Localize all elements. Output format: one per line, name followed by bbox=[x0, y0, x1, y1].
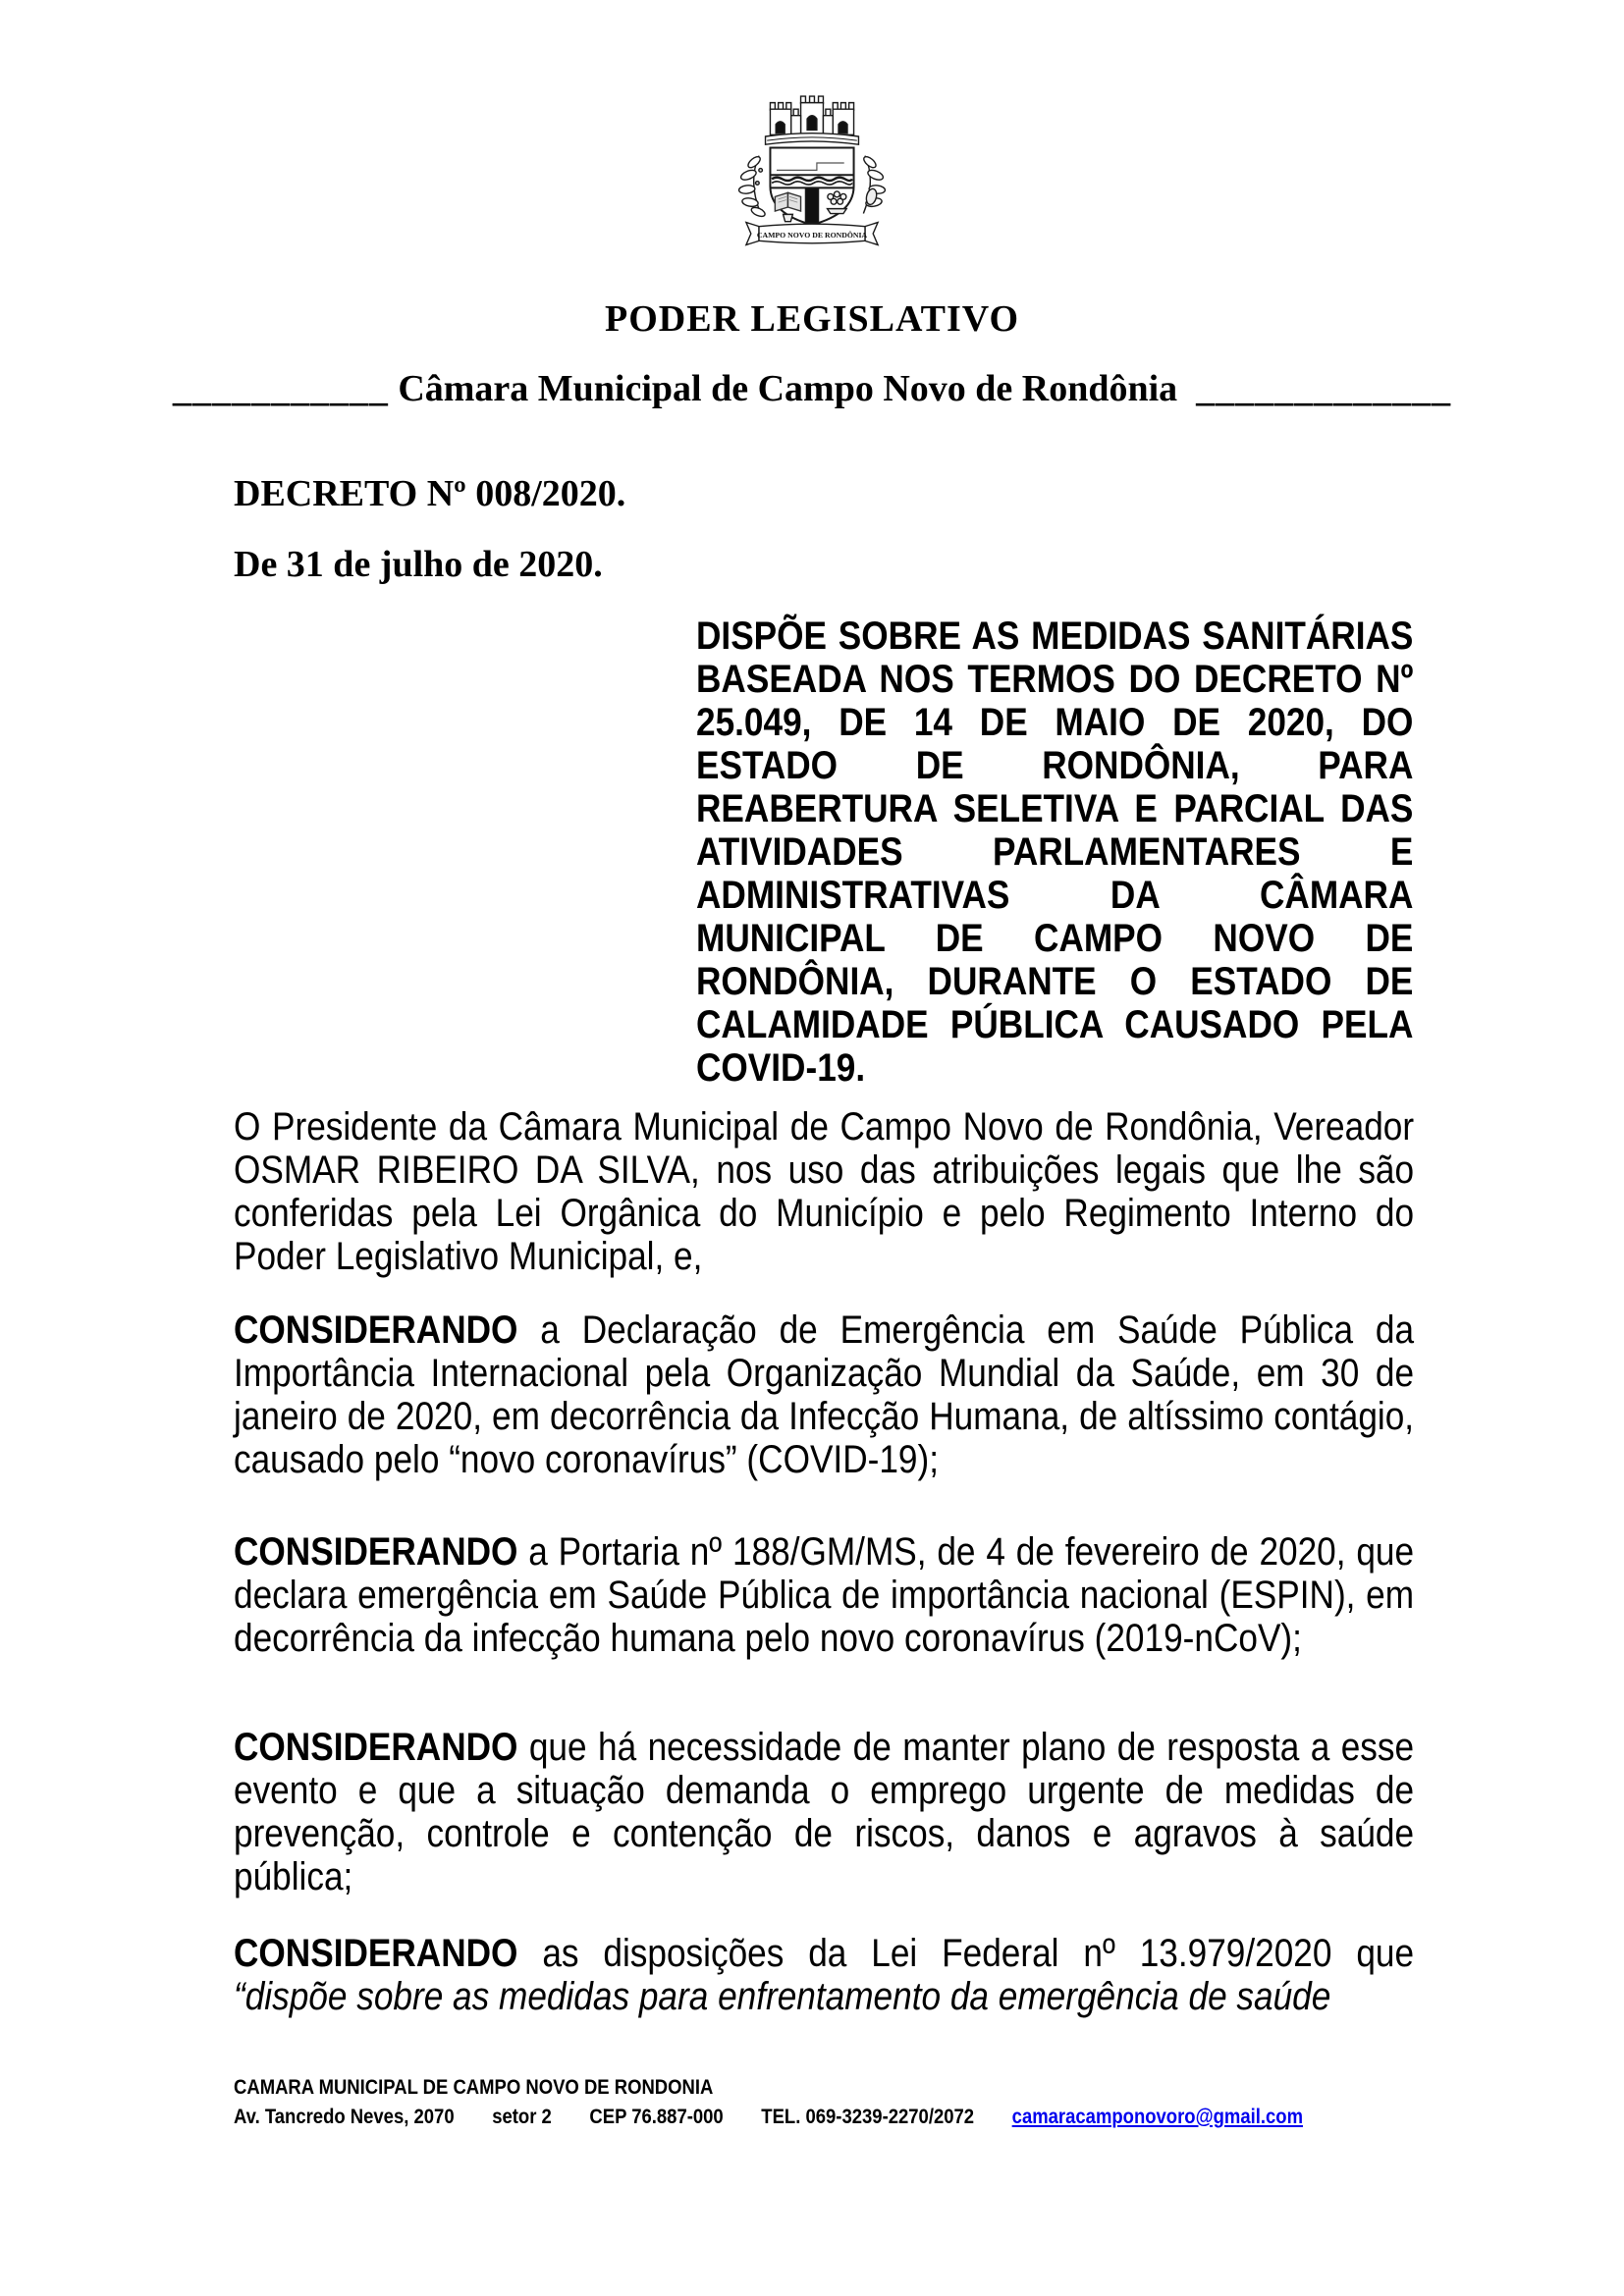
considerando-text: a Portaria nº 188/GM/MS, de 4 de fevereiro de 2020, que declara emergência em Saúde Pública de importância nacional (ESPIN), em decorrência da infecção humana pelo novo coronavírus (2019-nCoV); bbox=[234, 1530, 1415, 1660]
considerando-keyword: CONSIDERANDO bbox=[234, 1932, 518, 1975]
considerando-text: a Declaração de Emergência em Saúde Pública da Importância Internacional pela Organização Mundial da Saúde, em 30 de janeiro de 2020, em decorrência da Infecção Humana, de altíssimo contágio, causado pelo “novo coronavírus” (COVID-19); bbox=[234, 1308, 1415, 1481]
org-name-line bbox=[0, 367, 1624, 410]
org-type-title: PODER LEGISLATIVO bbox=[604, 298, 1019, 340]
preamble-paragraph: O Presidente da Câmara Municipal de Campo Novo de Rondônia, Vereador OSMAR RIBEIRO DA SILVA, nos uso das atribuições legais que lhe são conferidas pela Lei Orgânica do Município e pelo Regimento Interno do Poder Legislativo Municipal, e, bbox=[234, 1105, 1415, 1278]
considerando-paragraph-1 bbox=[234, 1308, 1414, 1481]
considerando-keyword: CONSIDERANDO bbox=[234, 1308, 518, 1352]
right-rule: _____________ bbox=[1196, 368, 1452, 409]
coat-of-arms-icon bbox=[724, 91, 900, 252]
decree-summary: DISPÕE SOBRE AS MEDIDAS SANITÁRIAS BASEADA NOS TERMOS DO DECRETO Nº 25.049, DE 14 DE MAIO DE 2020, DO ESTADO DE RONDÔNIA, PARA REABERTURA SELETIVA E PARCIAL DAS ATIVIDADES PARLAMENTARES E ADMINISTRATIVAS DA CÂMARA MUNICIPAL DE CAMPO NOVO DE RONDÔNIA, DURANTE O ESTADO DE CALAMIDADE PÚBLICA CAUSADO PELA COVID-19. bbox=[696, 614, 1414, 1090]
left-rule: ___________ bbox=[172, 368, 389, 409]
considerando-paragraph-4 bbox=[234, 1932, 1414, 2018]
municipal-coat-of-arms bbox=[724, 91, 900, 252]
footer-cep: CEP 76.887-000 bbox=[589, 2106, 724, 2128]
considerando-text: que há necessidade de manter plano de resposta a esse evento e que a situação demanda o emprego urgente de medidas de prevenção, controle e contenção de riscos, danos e agravos à saúde pública; bbox=[234, 1726, 1415, 1898]
footer-address: Av. Tancredo Neves, 2070 bbox=[234, 2106, 455, 2128]
footer-email-link[interactable]: camaracamponovoro@gmail.com bbox=[1011, 2106, 1303, 2128]
considerando-keyword: CONSIDERANDO bbox=[234, 1530, 518, 1574]
decree-number: DECRETO Nº 008/2020. bbox=[234, 473, 626, 514]
considerando-text: as disposições da Lei Federal nº 13.979/2020 que bbox=[517, 1932, 1415, 1975]
considerando-paragraph-3 bbox=[234, 1726, 1414, 1898]
considerando-paragraph-2 bbox=[234, 1530, 1414, 1660]
considerando-keyword: CONSIDERANDO bbox=[234, 1726, 518, 1769]
org-name: Câmara Municipal de Campo Novo de Rondônia bbox=[398, 368, 1178, 409]
considerando-quote-italic: “dispõe sobre as medidas para enfrentamento da emergência de saúde bbox=[234, 1975, 1331, 2018]
footer-contact-line bbox=[234, 2103, 1530, 2132]
footer-org-name: CAMARA MUNICIPAL DE CAMPO NOVO DE RONDONIA bbox=[234, 2076, 714, 2099]
crest-banner-text: CAMPO NOVO DE RONDÔNIA bbox=[756, 231, 868, 240]
footer-sector: setor 2 bbox=[492, 2106, 552, 2128]
footer bbox=[234, 2073, 1530, 2132]
decree-date: De 31 de julho de 2020. bbox=[234, 544, 603, 585]
footer-tel: TEL. 069-3239-2270/2072 bbox=[761, 2106, 975, 2128]
